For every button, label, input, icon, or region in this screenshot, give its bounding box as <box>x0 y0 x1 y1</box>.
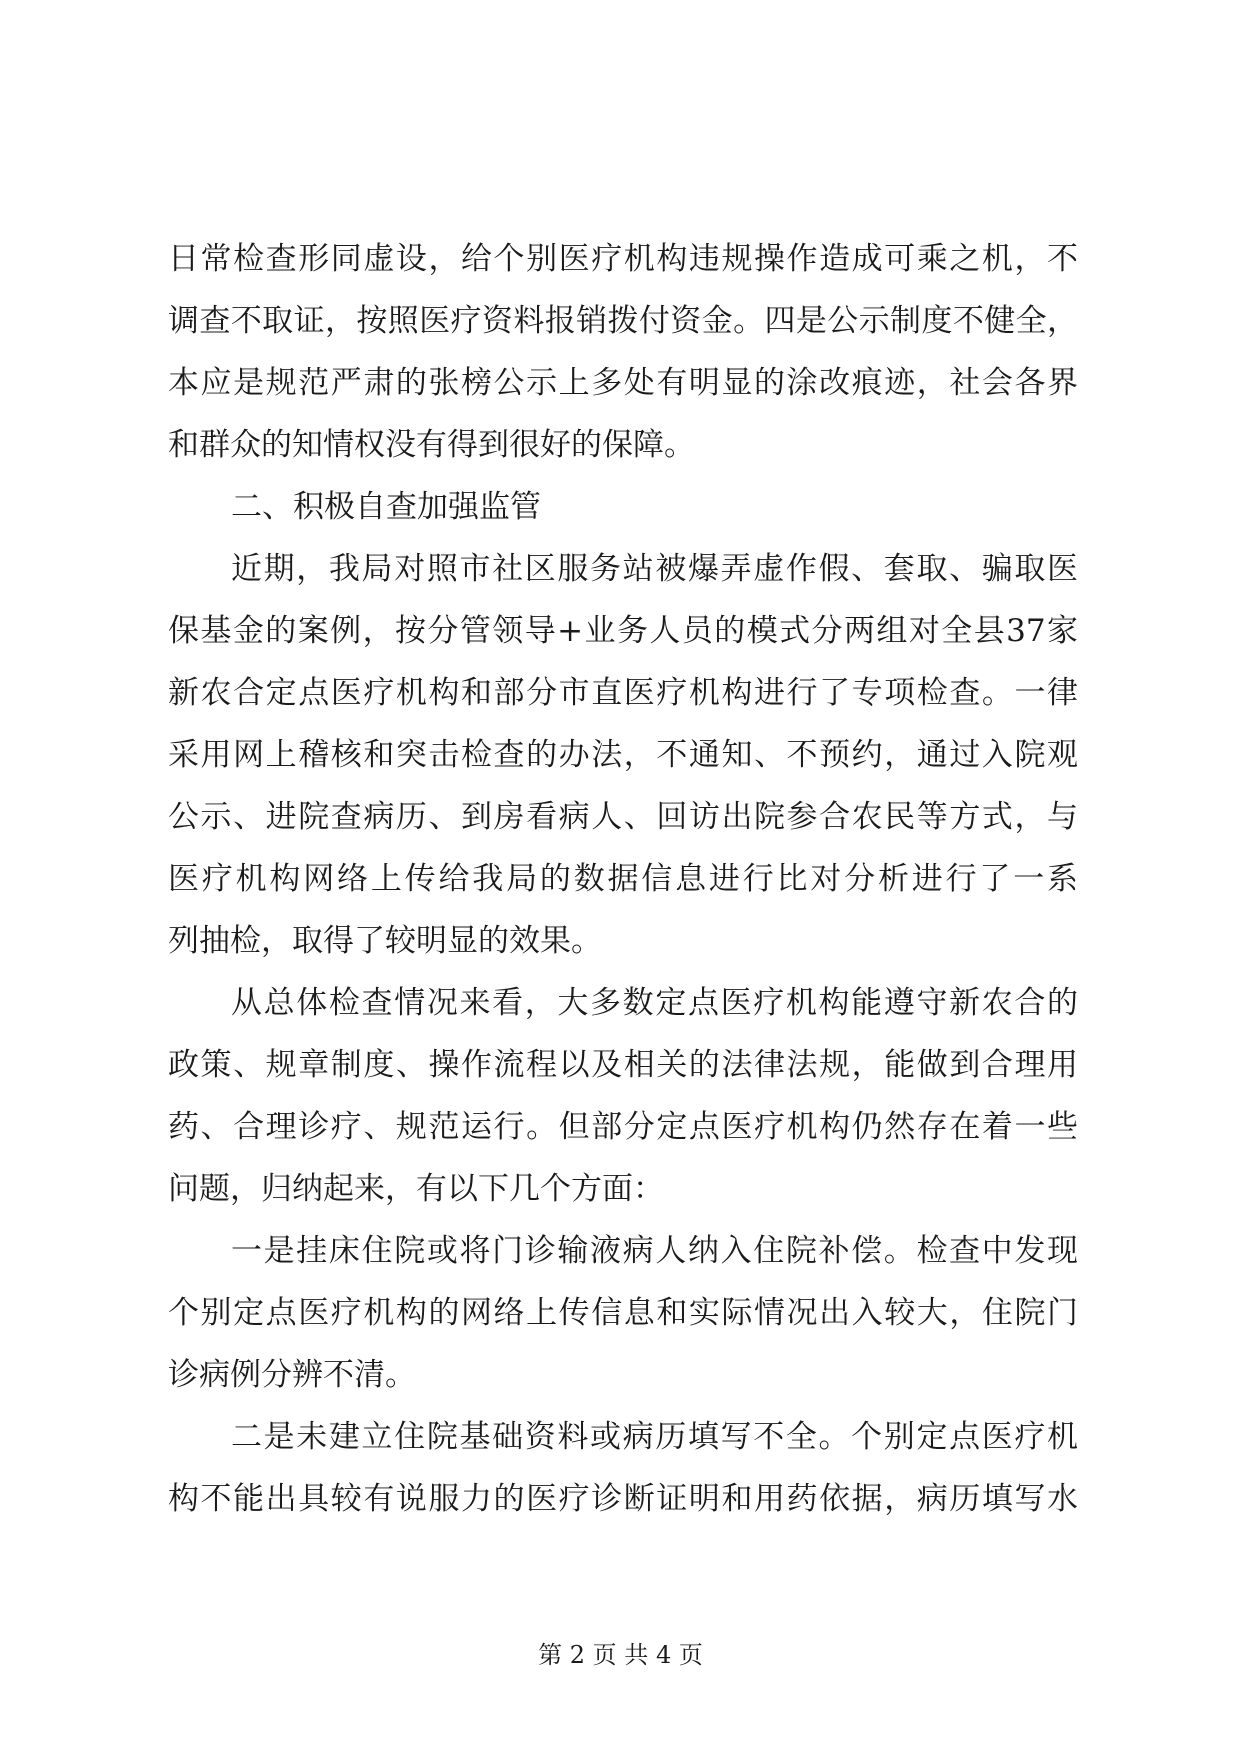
text-line-11: 医疗机构网络上传给我局的数据信息进行比对分析进行了一系 <box>168 861 1078 897</box>
text-line-16: 问题，归纳起来，有以下几个方面： <box>168 1171 664 1207</box>
text-line-4: 和群众的知情权没有得到很好的保障。 <box>168 427 695 463</box>
page-number-footer: 第 2 页 共 4 页 <box>538 1641 703 1669</box>
text-line-2: 调查不取证，按照医疗资料报销拨付资金。四是公示制度不健全， <box>168 303 1078 339</box>
text-line-3: 本应是规范严肃的张榜公示上多处有明显的涂改痕迹，社会各界 <box>168 365 1078 401</box>
text-line-9: 采用网上稽核和突击检查的办法，不通知、不预约，通过入院观 <box>168 737 1078 773</box>
text-line-17: 一是挂床住院或将门诊输液病人纳入住院补偿。检查中发现 <box>231 1233 1078 1269</box>
section-heading: 二、积极自查加强监管 <box>231 489 541 525</box>
text-line-15: 药、合理诊疗、规范运行。但部分定点医疗机构仍然存在着一些 <box>168 1109 1078 1145</box>
text-line-18: 个别定点医疗机构的网络上传信息和实际情况出入较大，住院门 <box>168 1295 1078 1331</box>
text-line-6: 近期，我局对照市社区服务站被爆弄虚作假、套取、骗取医 <box>231 551 1078 587</box>
text-line-10: 公示、进院查病历、到房看病人、回访出院参合农民等方式，与 <box>168 799 1078 835</box>
text-line-19: 诊病例分辨不清。 <box>168 1357 416 1393</box>
text-line-14: 政策、规章制度、操作流程以及相关的法律法规，能做到合理用 <box>168 1047 1078 1083</box>
document-body <box>168 228 1078 1530</box>
text-line-7: 保基金的案例，按分管领导+业务人员的模式分两组对全县37家 <box>168 613 1078 649</box>
text-line-20: 二是未建立住院基础资料或病历填写不全。个别定点医疗机 <box>231 1419 1078 1455</box>
text-line-13: 从总体检查情况来看，大多数定点医疗机构能遵守新农合的 <box>231 985 1078 1021</box>
text-line-1: 日常检查形同虚设，给个别医疗机构违规操作造成可乘之机，不 <box>168 241 1078 277</box>
text-line-21: 构不能出具较有说服力的医疗诊断证明和用药依据，病历填写水 <box>168 1481 1078 1517</box>
text-line-8: 新农合定点医疗机构和部分市直医疗机构进行了专项检查。一律 <box>168 675 1078 711</box>
text-line-12: 列抽检，取得了较明显的效果。 <box>168 923 602 959</box>
